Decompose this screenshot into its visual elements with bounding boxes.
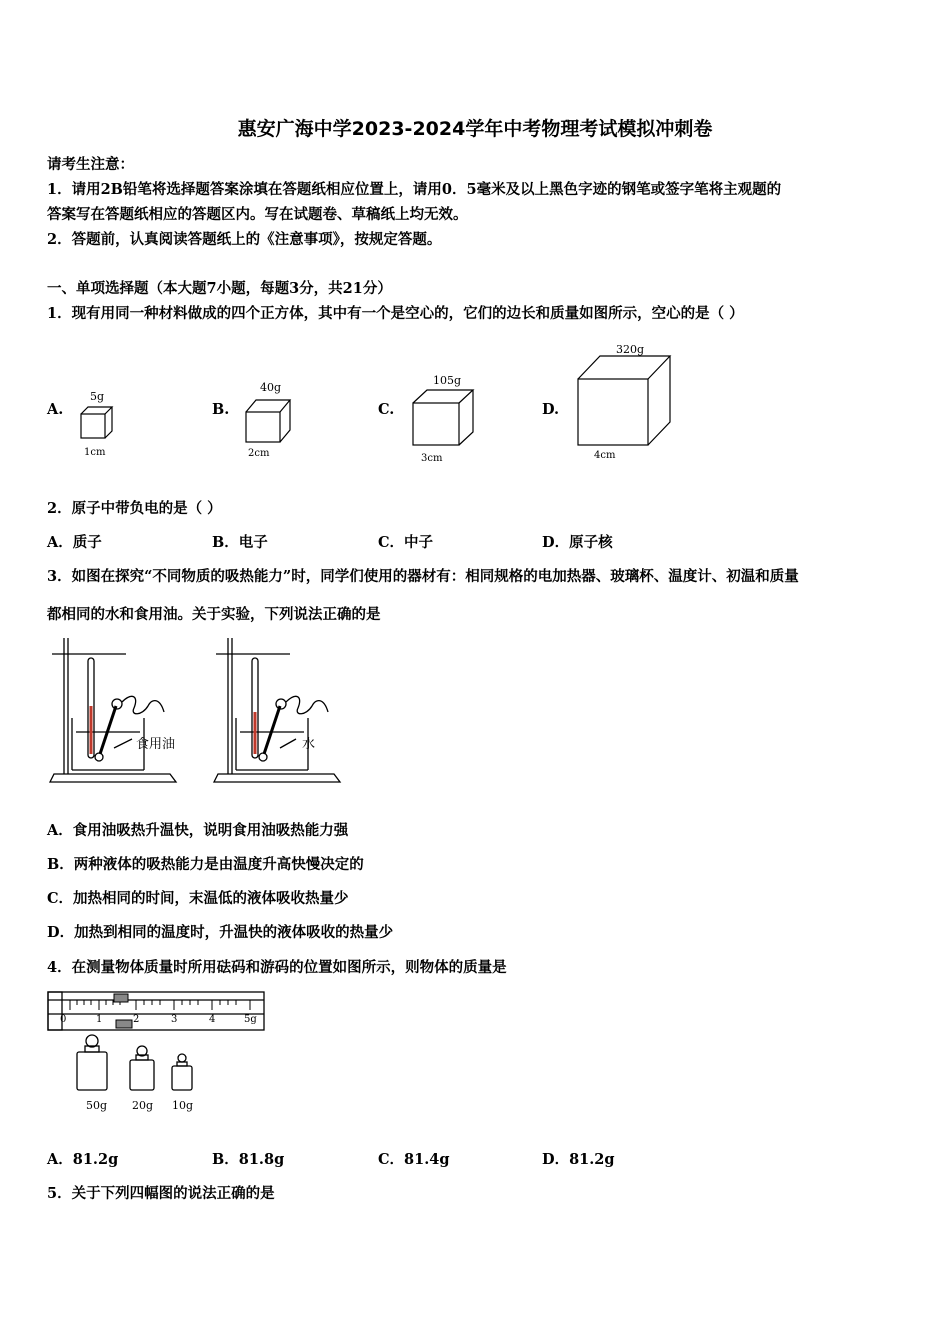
cube-a-icon [81,407,112,438]
q3-option-d[interactable]: D．加热到相同的温度时，升温快的液体吸收的热量少 [47,924,394,941]
q2-option-c[interactable]: C．中子 [378,534,434,551]
weight-label-10g: 10g [172,1099,194,1112]
weight-label-20g: 20g [132,1099,154,1112]
q3-stem-line-2: 都相同的水和食用油。关于实验，下列说法正确的是 [47,606,381,623]
q1-cube-b-figure [236,376,306,466]
q2-option-a[interactable]: A．质子 [47,534,102,551]
q1-option-a-label[interactable]: A. [47,401,64,418]
page-title: 惠安广海中学2023-2024学年中考物理考试模拟冲刺卷 [237,118,713,140]
rider-icon [114,994,128,1002]
q4-option-d[interactable]: D．81.2g [542,1151,615,1168]
scale-ticks-icon [70,1000,250,1010]
q1-option-d-label[interactable]: D. [542,401,560,418]
q4-balance-figure [44,986,274,1116]
stand-base-icon [214,774,340,782]
q4-option-a[interactable]: A．81.2g [47,1151,119,1168]
heater-icon [264,706,280,754]
notice-heading: 请考生注意： [47,156,134,173]
q4-stem: 4．在测量物体质量时所用砝码和游码的位置如图所示，则物体的质量是 [47,959,507,976]
q1-stem: 1．现有用同一种材料做成的四个正方体，其中有一个是空心的，它们的边长和质量如图所示，空心的是（ ） [47,305,744,322]
q2-option-d[interactable]: D．原子核 [542,534,613,551]
tick-label-1: 1 [96,1014,103,1025]
q4-option-b[interactable]: B．81.8g [212,1151,285,1168]
q1-cube-a-figure [70,385,130,465]
wire-icon [122,696,164,713]
q3-oil-label: 食用油 [136,737,176,752]
q3-option-a[interactable]: A．食用油吸热升温快，说明食用油吸热能力强 [47,822,349,839]
heater-icon [100,706,116,754]
tick-label-0: 0 [60,1014,67,1025]
q1-cube-d-mass: 320g [616,343,645,356]
cube-b-icon [246,400,290,442]
section-heading: 一、单项选择题（本大题7小题，每题3分，共21分） [47,280,392,297]
q1-cube-a-mass: 5g [90,390,105,403]
q4-option-c[interactable]: C．81.4g [378,1151,450,1168]
q3-water-apparatus-figure [208,636,358,788]
weight-10g-icon [172,1054,192,1090]
beam-scale-icon [48,992,264,1030]
tick-label-2: 2 [133,1014,140,1025]
q3-oil-apparatus-figure [44,636,194,788]
q3-stem-line-1: 3．如图在探究“不同物质的吸热能力”时，同学们使用的器材有：相同规格的电加热器、玻璃杯、温度计、初温和质量 [47,568,799,585]
q1-cube-c-edge: 3cm [421,453,443,464]
notice-item-1-line-2: 答案写在答题纸相应的答题区内。写在试题卷、草稿纸上均无效。 [47,206,468,223]
tick-label-3: 3 [171,1014,178,1025]
tick-label-5: 5g [244,1014,257,1025]
q1-cube-a-edge: 1cm [84,447,106,458]
notice-item-2: 2．答题前，认真阅读答题纸上的《注意事项》，按规定答题。 [47,231,442,248]
q2-stem: 2．原子中带负电的是（ ） [47,500,222,517]
q1-cube-b-mass: 40g [260,381,282,394]
q1-cube-d-edge: 4cm [594,450,616,461]
stand-base-icon [50,774,176,782]
q1-cube-d-figure [568,336,678,466]
q1-cube-c-mass: 105g [433,374,462,387]
tick-label-4: 4 [209,1014,216,1025]
q3-option-c[interactable]: C．加热相同的时间，末温低的液体吸收热量少 [47,890,349,907]
weight-50g-icon [77,1035,107,1090]
cube-d-icon [578,356,670,445]
weight-label-50g: 50g [86,1099,108,1112]
q1-cube-b-edge: 2cm [248,448,270,459]
q1-option-b-label[interactable]: B. [212,401,230,418]
q5-stem: 5．关于下列四幅图的说法正确的是 [47,1185,275,1202]
notice-item-1-line-1: 1．请用2B铅笔将选择题答案涂填在答题纸相应位置上，请用0．5毫米及以上黑色字迹的钢笔或签字笔将主观题的 [47,181,782,198]
wire-icon [286,696,328,713]
q3-option-b[interactable]: B．两种液体的吸热能力是由温度升高快慢决定的 [47,856,364,873]
cube-c-icon [413,390,473,445]
q1-option-c-label[interactable]: C. [378,401,395,418]
q3-water-label: 水 [302,737,316,752]
q2-option-b[interactable]: B．电子 [212,534,268,551]
q1-cube-c-figure [405,368,485,468]
weight-20g-icon [130,1046,154,1090]
